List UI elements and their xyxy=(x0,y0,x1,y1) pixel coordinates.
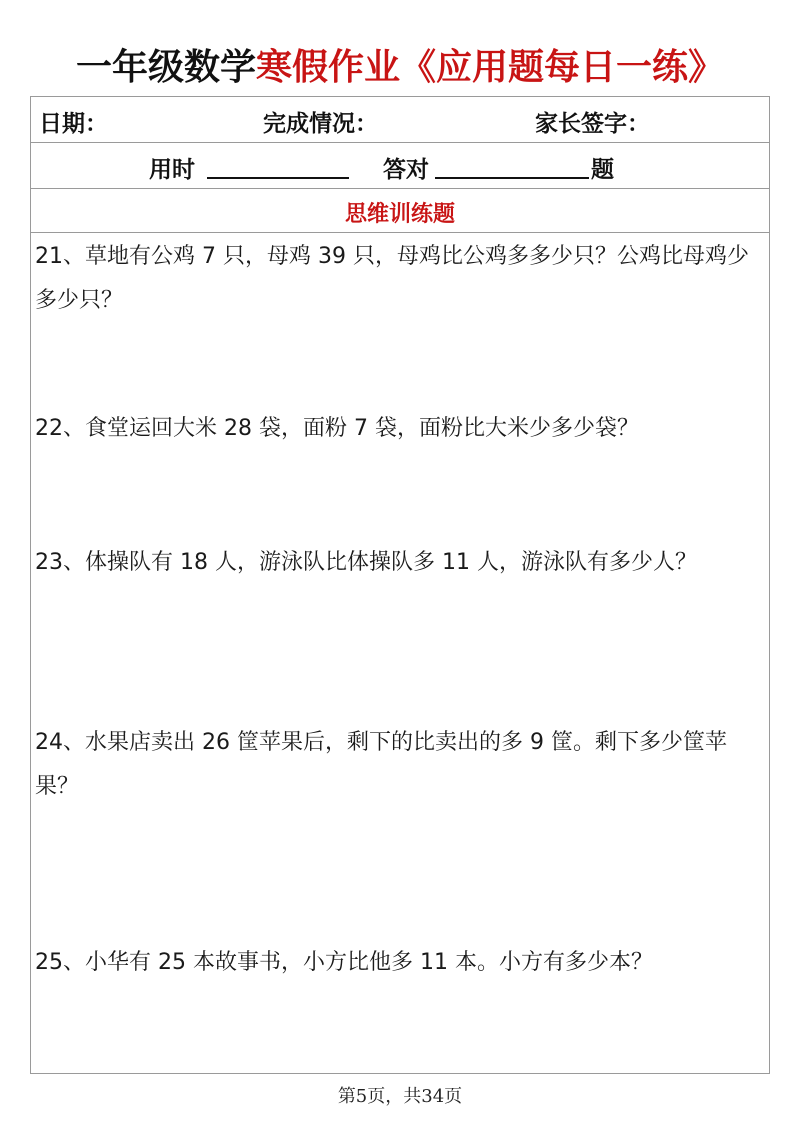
question-unit-label: 题 xyxy=(591,157,614,183)
completion-status-label: 完成情况： xyxy=(263,111,378,137)
question-22: 22、食堂运回大米 28 袋，面粉 7 袋，面粉比大米少多少袋？ xyxy=(35,416,639,441)
title-homework-name: 寒假作业《应用题每日一练》 xyxy=(256,47,725,88)
question-24: 24、水果店卖出 26 筐苹果后，剩下的比卖出的多 9 筐。剩下多少筐苹果？ xyxy=(35,730,727,799)
worksheet xyxy=(30,96,770,1074)
question-21: 21、草地有公鸡 7 只，母鸡 39 只，母鸡比公鸡多多少只？公鸡比母鸡少多少只？ xyxy=(35,244,749,313)
section-title: 思维训练题 xyxy=(344,202,455,227)
question-23: 23、体操队有 18 人，游泳队比体操队多 11 人，游泳队有多少人？ xyxy=(35,550,697,575)
time-used-blank[interactable] xyxy=(207,177,349,179)
correct-count-label: 答对 xyxy=(383,157,429,183)
correct-count-blank[interactable] xyxy=(435,177,589,179)
info-row xyxy=(31,97,769,143)
score-row xyxy=(31,143,769,189)
page-title xyxy=(0,40,800,96)
time-used-label: 用时 xyxy=(149,157,195,183)
section-header xyxy=(31,189,769,233)
page-number: 第5页，共34页 xyxy=(337,1086,463,1107)
date-label: 日期： xyxy=(39,111,108,137)
title-grade-subject: 一年级数学 xyxy=(75,47,256,88)
parent-signature-label: 家长签字： xyxy=(535,111,650,137)
question-25: 25、小华有 25 本故事书，小方比他多 11 本。小方有多少本？ xyxy=(35,950,653,975)
